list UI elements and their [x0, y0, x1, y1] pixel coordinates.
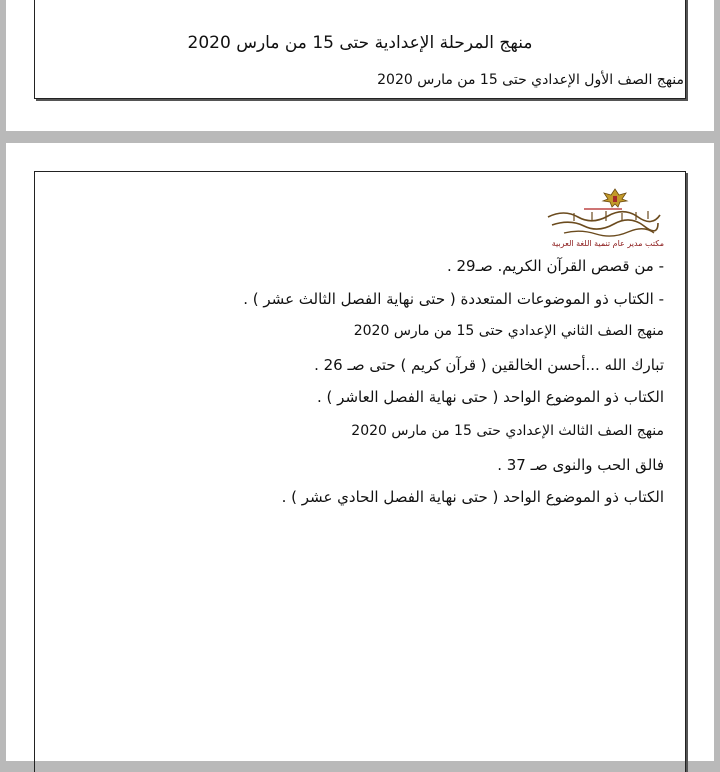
line-grade3-item1: فالق الحب والنوى صـ 37 .	[497, 456, 664, 474]
curriculum-title: منهج المرحلة الإعدادية حتى 15 من مارس 2020	[187, 33, 533, 53]
grade-1-heading: منهج الصف الأول الإعدادي حتى 15 من مارس 2020	[377, 72, 684, 88]
document-page-2	[6, 143, 714, 761]
line-grade2-item1: تبارك الله ...أحسن الخالقين ( قرآن كريم ) حتى صـ 26 .	[314, 356, 664, 374]
line-grade2-item2: الكتاب ذو الموضوع الواحد ( حتى نهاية الفصل العاشر ) .	[317, 388, 664, 406]
eagle-seal-icon	[600, 187, 630, 209]
line-grade3-item2: الكتاب ذو الموضوع الواحد ( حتى نهاية الفصل الحادي عشر ) .	[281, 488, 664, 506]
line-grade1-item2: - الكتاب ذو الموضوعات المتعددة ( حتى نهاية الفصل الثالث عشر ) .	[243, 290, 664, 308]
logo-caption: مكتب مدير عام تنمية اللغة العربية	[551, 239, 664, 248]
ministry-logo	[544, 187, 664, 251]
line-grade1-item1: - من قصص القرآن الكريم. صـ29 .	[446, 257, 664, 275]
document-page-1	[6, 0, 714, 131]
grade-2-heading: منهج الصف الثاني الإعدادي حتى 15 من مارس 2020	[353, 323, 664, 339]
calligraphy-emblem	[544, 207, 664, 239]
grade-3-heading: منهج الصف الثالث الإعدادي حتى 15 من مارس 2020	[351, 423, 664, 439]
